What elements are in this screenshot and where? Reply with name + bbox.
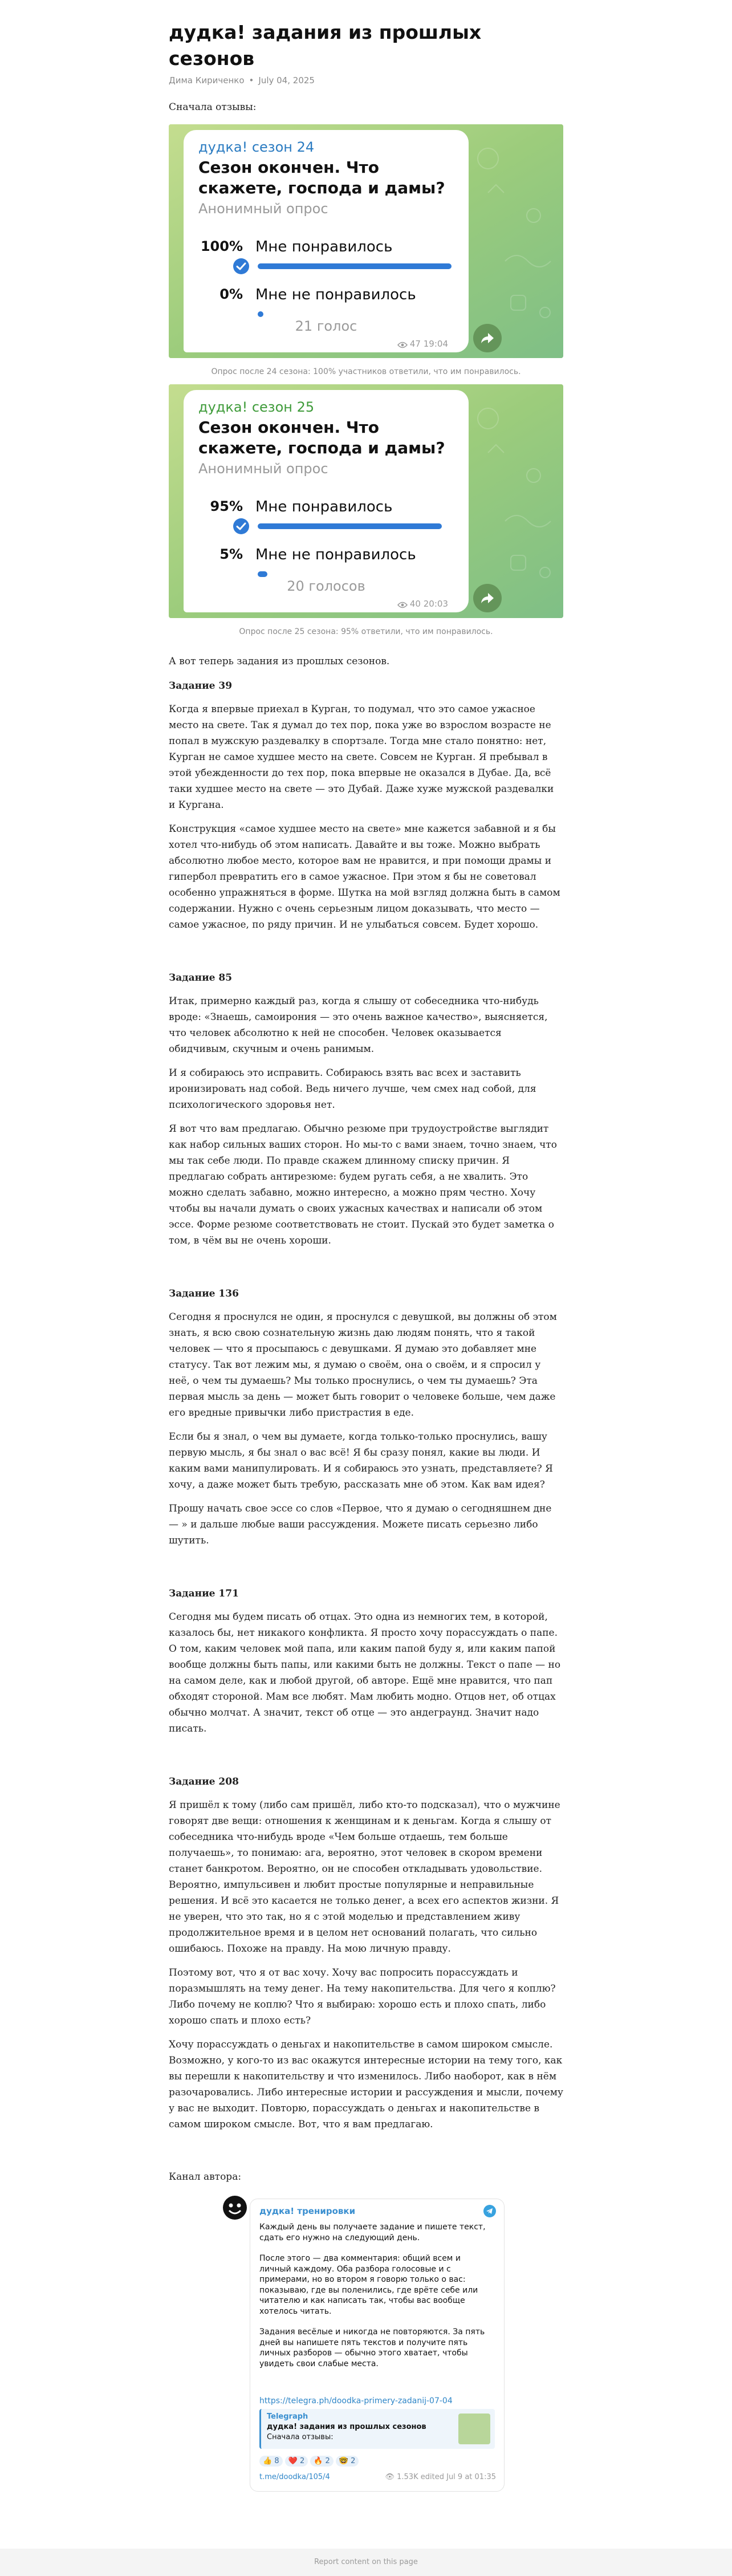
- spacer: [169, 380, 563, 384]
- poll-option-percent: 5%: [219, 546, 243, 562]
- section-gap: [169, 2140, 563, 2164]
- reaction-emoji: 🤓: [339, 2457, 349, 2465]
- share-icon: [480, 331, 495, 345]
- reaction-count: 2: [325, 2457, 330, 2465]
- task-paragraph: Прошу начать свое эссе со слов «Первое, что я думаю о сегодняшнем дне — » и дальше любые ваши рассуждения. Можете писать серьезно либо шутить.: [169, 1503, 552, 1546]
- task-heading: Задание 85: [169, 972, 233, 984]
- link-preview[interactable]: [259, 2409, 495, 2449]
- poll-info: [397, 339, 448, 351]
- poll-card: [184, 390, 469, 612]
- poll-info: [397, 599, 448, 611]
- poll-card: [184, 130, 469, 352]
- poll-option-bar: [258, 263, 452, 269]
- preview-title: дудка! задания из прошлых сезонов: [267, 2423, 426, 2431]
- poll-screenshot: [169, 124, 563, 358]
- task-paragraph: И я собираюсь это исправить. Собираюсь взять вас всех и заставить иронизировать над собой. Ведь ничего лучше, чем смех над собой, для психологического здоровья нет.: [169, 1067, 536, 1111]
- reaction-count: 2: [351, 2457, 356, 2465]
- poll-question: Сезон окончен. Что скажете, господа и дамы?: [198, 418, 445, 457]
- poll-option-label: Мне понравилось: [255, 498, 393, 515]
- eye-icon: [397, 600, 408, 611]
- report-link[interactable]: Report content on this page: [0, 2549, 732, 2576]
- poll-option-label: Мне понравилось: [255, 238, 393, 255]
- channel-name[interactable]: дудка! тренировки: [259, 2206, 356, 2216]
- check-circle-icon: [233, 518, 250, 535]
- message-stats: [385, 2473, 496, 2481]
- reaction-button[interactable]: [259, 2456, 283, 2467]
- article-title: дудка! задания из прошлых сезонов: [169, 21, 482, 70]
- reaction-button[interactable]: [310, 2456, 334, 2467]
- task-paragraph: Я пришёл к тому (либо сам пришёл, либо кто-то подсказал), что о мужчине говорят две вещи: отношения к женщинам и к деньгам. Когда я слышу от собеседника что-нибудь вроде «Чем больше отдаешь, тем больше получаешь», то понимаю: ага, вероятно, этот человек в скором времени станет банкротом. Вероятно, он не способен откладывать удовольствие. Вероятно, импульсивен и любит простые популярные и неправильные решения. И всё это касается не только денег, а всех его аспектов жизни. Я не уверен, что это так, но я с этой моделью и представлением живу продолжительное время и в целом нет оснований полагать, что сильно ошибаюсь. Похоже на правду. На мою личную правду.: [169, 1799, 560, 1955]
- author-link[interactable]: Дима Кириченко: [169, 75, 245, 86]
- task-heading: Задание 39: [169, 680, 233, 692]
- edited-label: edited: [420, 2473, 444, 2481]
- poll-season: дудка! сезон 24: [198, 139, 315, 155]
- task-paragraph: Итак, примерно каждый раз, когда я слышу от собеседника что-нибудь вроде: «Знаешь, самоирония — это очень важное качество», выясняется, что человек абсолютно к ней не способен. Человек оказывается обидчивым, скучным и очень ранимым.: [169, 996, 548, 1055]
- task-paragraph: Я вот что вам предлагаю. Обычно резюме при трудоустройстве выглядит как набор сильных ваших сторон. Но мы-то с вами знаем, точно знаем, что мы так себе люди. По правде скажем длинному списку причин. Я предлагаю собрать антирезюме: будем ругать себя, а не хвалить. Это можно сделать забавно, можно интересно, а можно прям честно. Хочу чтобы вы начали думать о своих ужасных качествах и написали об этом эссе. Форме резюме соответствовать не стоит. Пускай это будет заметка о том, в чём вы не очень хороши.: [169, 1123, 557, 1246]
- message-paragraph: Каждый день вы получаете задание и пишете текст, сдать его нужно на следующий день.: [259, 2222, 486, 2242]
- share-button[interactable]: [473, 324, 502, 352]
- spacer: [169, 640, 563, 644]
- reaction-count: 2: [299, 2457, 305, 2465]
- meta-separator: •: [249, 75, 254, 86]
- preview-description: Сначала отзывы:: [267, 2433, 334, 2441]
- lead-text: А вот теперь задания из прошлых сезонов.: [169, 656, 390, 667]
- poll-type: Анонимный опрос: [198, 461, 328, 477]
- eye-icon: 👁: [385, 2473, 395, 2481]
- poll-option-bar-fill: [258, 311, 263, 317]
- poll-caption: Опрос после 25 сезона: 95% ответили, что им понравилось.: [239, 627, 493, 636]
- poll-option-percent: 95%: [210, 498, 243, 514]
- reaction-emoji: 🔥: [314, 2457, 323, 2465]
- poll-time: 20:03: [423, 599, 448, 609]
- poll-option-bar: [258, 571, 452, 577]
- poll-option-bar-fill: [258, 263, 452, 269]
- preview-site: Telegraph: [267, 2412, 308, 2421]
- poll-views: 47: [409, 339, 421, 349]
- reactions: [259, 2455, 361, 2467]
- message-date: Jul 9 at 01:35: [446, 2473, 496, 2481]
- poll-figure: [169, 384, 563, 640]
- poll-option-percent: 100%: [200, 238, 243, 254]
- share-icon: [480, 591, 495, 605]
- section-gap: [169, 1257, 563, 1281]
- poll-option[interactable]: [198, 238, 455, 278]
- poll-option-label: Мне не понравилось: [255, 546, 416, 563]
- poll-option-label: Мне не понравилось: [255, 286, 416, 303]
- message-body: [259, 2222, 490, 2379]
- task-heading: Задание 171: [169, 1588, 239, 1599]
- poll-views: 40: [409, 599, 421, 609]
- poll-time: 19:04: [423, 339, 448, 349]
- channel-avatar[interactable]: [222, 2195, 247, 2220]
- section-gap: [169, 1557, 563, 1580]
- task-paragraph: Поэтому вот, что я от вас хочу. Хочу вас попросить порассуждать и поразмышлять на тему денег. На тему накопительства. Для чего я коплю? Либо почему не коплю? Что я выбираю: хорошо есть и плохо спать, либо хорошо спать и плохо есть?: [169, 1967, 556, 2026]
- check-circle-icon: [233, 258, 250, 275]
- preview-thumbnail: [458, 2414, 490, 2444]
- reaction-button[interactable]: [285, 2456, 308, 2467]
- task-heading: Задание 136: [169, 1288, 239, 1299]
- poll-caption: Опрос после 24 сезона: 100% участников ответили, что им понравилось.: [211, 367, 521, 376]
- poll-option-percent: 0%: [219, 286, 243, 302]
- message-paragraph: Задания весёлые и никогда не повторяются. За пять дней вы напишете пять текстов и получите пять личных разборов — обычно этого хватает, чтобы увидеть свои слабые места.: [259, 2327, 485, 2368]
- task-paragraph: Когда я впервые приехал в Курган, то подумал, что это самое ужасное место на свете. Так я думал до тех пор, пока уже во взрослом возрасте не попал в мужскую раздевалку в спортзале. Тогда мне стало понятно: нет, Курган не самое худшее место на свете. Совсем не Курган. Я пребывал в этой убежденности до тех пор, пока впервые не оказался в Дубае. Да, всё таки худшее место на свете — это Дубай. Даже хуже мужской раздевалки и Кургана.: [169, 704, 554, 811]
- poll-screenshot: [169, 384, 563, 618]
- channel-label: Канал автора:: [169, 2171, 242, 2183]
- task-paragraph: Сегодня мы будем писать об отцах. Это одна из немногих тем, в которой, казалось бы, нет никакого конфликта. Я просто хочу порассуждать о папе. О том, каким человек мой папа, или каким папой буду я, или каким папой вообще должны быть папы, или какими быть не должны. Текст о папе — но на самом деле, как и любой другой, об авторе. Ещё мне нравится, что пап обходят стороной. Мам все любят. Мам любить модно. Отцов нет, об отцах обычно молчат. А значит, текст об отце — это андеграунд. Значит надо писать.: [169, 1611, 561, 1734]
- section-gap: [169, 941, 563, 965]
- message-handle[interactable]: t.me/doodka/105/4: [259, 2473, 330, 2481]
- message-views: 1.53K: [397, 2473, 418, 2481]
- poll-option-bar: [258, 311, 452, 317]
- poll-option-bar: [258, 523, 452, 529]
- intro-text: Сначала отзывы:: [169, 101, 257, 113]
- task-paragraph: Если бы я знал, о чем вы думаете, когда только-только проснулись, вашу первую мысль, я бы знал о вас всё! Я бы сразу понял, какие вы люди. И каким вами манипулировать. И я собираюсь это узнать, представляете? Я хочу, а даже может быть требую, рассказать мне об этом. Как вам идея?: [169, 1431, 553, 1490]
- polls-container: [169, 124, 563, 644]
- poll-option-bar-fill: [258, 571, 267, 577]
- poll-votes: 21 голос: [295, 318, 357, 334]
- telegram-icon[interactable]: [483, 2205, 496, 2220]
- publish-date: July 04, 2025: [258, 75, 315, 86]
- telegram-embed: [169, 2191, 563, 2496]
- task-paragraph: Хочу порассуждать о деньгах и накопительстве в самом широком смысле. Возможно, у кого-то из вас окажутся интересные истории на тему того, как вы перешли к накопительству и что изменилось. Либо наоборот, как в нём разочаровались. Либо интересные истории и рассуждения и мысли, почему у вас не выходит. Повторю, порассуждать о деньгах и накопительстве в самом широком смысле. Вот, что я вам предлагаю.: [169, 2039, 563, 2130]
- reaction-emoji: ❤️: [288, 2457, 298, 2465]
- poll-option[interactable]: [198, 498, 455, 538]
- message-link[interactable]: https://telegra.ph/doodka-primery-zadanij-07-04: [259, 2396, 453, 2406]
- reaction-emoji: 👍: [263, 2457, 273, 2465]
- task-paragraph: Сегодня я проснулся не один, я проснулся с девушкой, вы должны об этом знать, я всю свою сознательную жизнь даю людям понять, что я такой человек — что я просыпаюсь с девушками. Я думаю это добавляет мне статусу. Так вот лежим мы, я думаю о своём, она о своём, и я спросил у неё, о чем ты думаешь? Мы только проснулись, о чем ты думаешь? Эта первая мысль за день — может быть говорит о человеке больше, чем даже его вредные привычки либо пристрастия в еде.: [169, 1311, 557, 1419]
- channel-message: [250, 2199, 505, 2492]
- poll-season: дудка! сезон 25: [198, 399, 315, 415]
- task-heading: Задание 208: [169, 1776, 239, 1787]
- section-gap: [169, 1745, 563, 1769]
- reaction-count: 8: [274, 2457, 279, 2465]
- poll-option-bar-fill: [258, 523, 442, 529]
- article-meta: [169, 75, 563, 90]
- poll-figure: [169, 124, 563, 380]
- eye-icon: [397, 340, 408, 351]
- share-button[interactable]: [473, 584, 502, 612]
- poll-type: Анонимный опрос: [198, 201, 328, 217]
- poll-votes: 20 голосов: [287, 578, 365, 594]
- reaction-button[interactable]: [336, 2456, 359, 2467]
- message-paragraph: После этого — два комментария: общий всем и личный каждому. Оба разбора голосовые и с примерами, но во втором я говорю только о вас: показываю, где вы поленились, где врёте себе или читателю и как написать так, чтобы вас вообще хотелось читать.: [259, 2254, 478, 2316]
- poll-question: Сезон окончен. Что скажете, господа и дамы?: [198, 158, 445, 197]
- article: [169, 19, 563, 2496]
- sections-container: [169, 678, 563, 2164]
- task-paragraph: Конструкция «самое худшее место на свете» мне кажется забавной и я бы хотел что-нибудь об этом написать. Давайте и вы тоже. Можно выбрать абсолютно любое место, которое вам не нравится, и при помощи драмы и гипербол превратить его в самое ужасное. При этом я бы не советовал особенно упражняться в форме. Шутка на мой взгляд должна быть в самом содержании. Нужно с очень серьезным лицом доказывать, что место — самое ужасное, по ряду причин. И не улыбаться совсем. Будет хорошо.: [169, 823, 560, 931]
